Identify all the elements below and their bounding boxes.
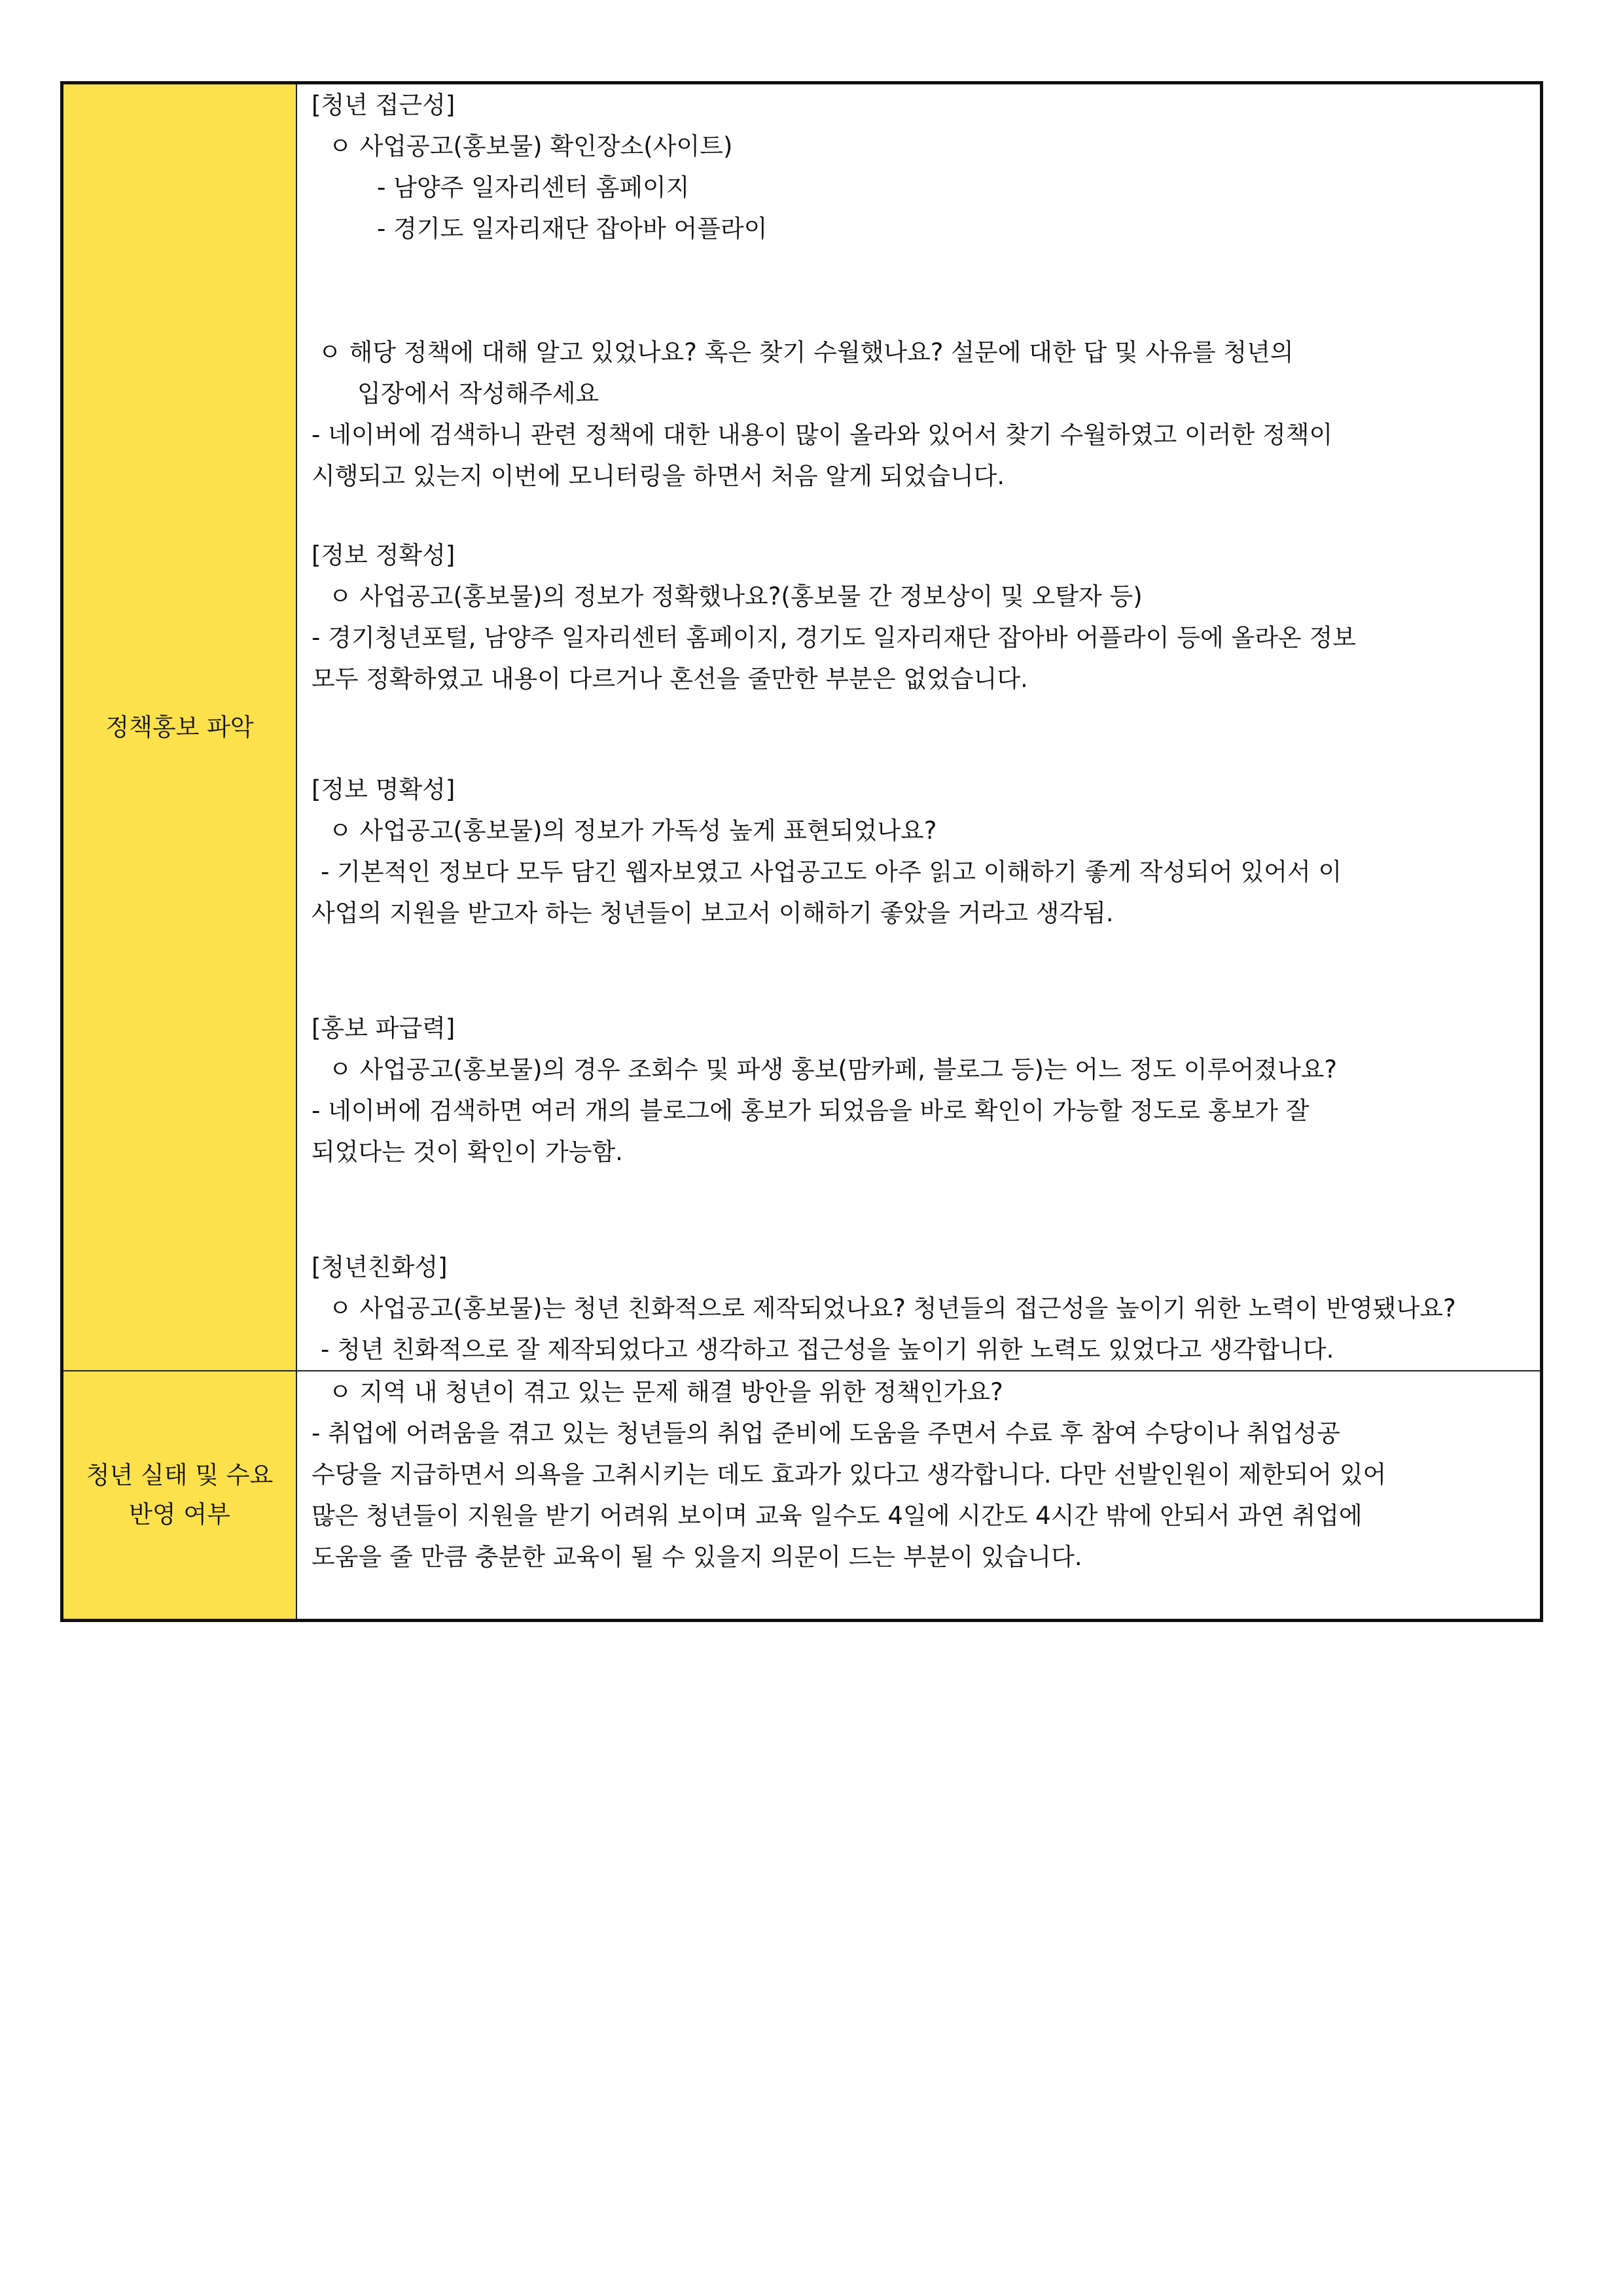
row-content-youth-needs: [296, 1371, 1542, 1621]
answer-text: 모두 정확하였고 내용이 다르거나 혼선을 줄만한 부분은 없었습니다.: [312, 665, 1028, 693]
table-row: [62, 1371, 1542, 1621]
answer-text: - 경기청년포털, 남양주 일자리센터 홈페이지, 경기도 일자리재단 잡아바 어플라이 등에 올라온 정보: [312, 624, 1356, 652]
answer-text: - 청년 친화적으로 잘 제작되었다고 생각하고 접근성을 높이기 위한 노력도 있었다고 생각합니다.: [321, 1335, 1334, 1364]
section-title-accuracy: [정보 정확성]: [312, 541, 455, 569]
question-text: ㅇ 사업공고(홍보물)의 정보가 가독성 높게 표현되었나요?: [329, 817, 937, 845]
question-text: ㅇ 지역 내 청년이 겪고 있는 문제 해결 방안을 위한 정책인가요?: [329, 1378, 1003, 1406]
answer-text: - 기본적인 정보다 모두 담긴 웹자보였고 사업공고도 아주 읽고 이해하기 좋게 작성되어 있어서 이: [321, 858, 1342, 886]
answer-text: 시행되고 있는지 이번에 모니터링을 하면서 처음 알게 되었습니다.: [312, 462, 1005, 490]
section-title-accessibility: [청년 접근성]: [312, 91, 455, 119]
question-text: ㅇ 해당 정책에 대해 알고 있었나요? 혹은 찾기 수월했나요? 설문에 대한 답 및 사유를 청년의: [318, 338, 1294, 366]
section-title-reach: [홍보 파급력]: [312, 1014, 455, 1042]
row-header-youth-needs: [62, 1371, 297, 1621]
answer-text: 도움을 줄 만큼 충분한 교육이 될 수 있을지 의문이 드는 부분이 있습니다.: [312, 1543, 1082, 1571]
answer-text: 많은 청년들이 지원을 받기 어려워 보이며 교육 일수도 4일에 시간도 4시간 밖에 안되서 과연 취업에: [312, 1502, 1363, 1530]
question-text: ㅇ 사업공고(홍보물) 확인장소(사이트): [329, 132, 733, 160]
answer-text: - 네이버에 검색하면 여러 개의 블로그에 홍보가 되었음을 바로 확인이 가능할 정도로 홍보가 잘: [312, 1097, 1310, 1125]
section-title-clarity: [정보 명확성]: [312, 775, 455, 804]
section-title-youth-friendliness: [청년친화성]: [312, 1253, 448, 1281]
list-item: - 경기도 일자리재단 잡아바 어플라이: [377, 215, 768, 243]
row-header-label: 청년 실태 및 수요: [86, 1461, 274, 1489]
answer-text: 사업의 지원을 받고자 하는 청년들이 보고서 이해하기 좋았을 거라고 생각됨.: [312, 899, 1114, 927]
answer-text: 되었다는 것이 확인이 가능함.: [312, 1138, 623, 1166]
monitoring-report-table: [60, 81, 1543, 1622]
row-content-policy-promotion: [296, 83, 1542, 1371]
question-text: ㅇ 사업공고(홍보물)는 청년 친화적으로 제작되었나요? 청년들의 접근성을 높이기 위한 노력이 반영됐나요?: [329, 1294, 1456, 1322]
row-header-label: 정책홍보 파악: [105, 713, 254, 741]
question-text: ㅇ 사업공고(홍보물)의 정보가 정확했나요?(홍보물 간 정보상이 및 오탈자 등): [329, 582, 1143, 610]
answer-text: - 취업에 어려움을 겪고 있는 청년들의 취업 준비에 도움을 주면서 수료 후 참여 수당이나 취업성공: [312, 1419, 1340, 1447]
question-text: ㅇ 사업공고(홍보물)의 경우 조회수 및 파생 홍보(맘카페, 블로그 등)는 어느 정도 이루어졌나요?: [329, 1055, 1337, 1084]
answer-text: - 네이버에 검색하니 관련 정책에 대한 내용이 많이 올라와 있어서 찾기 수월하였고 이러한 정책이: [312, 421, 1333, 449]
row-header-label: 반영 여부: [129, 1500, 230, 1528]
row-header-policy-promotion: [62, 83, 297, 1371]
question-text-continued: 입장에서 작성해주세요: [357, 380, 599, 408]
list-item: - 남양주 일자리센터 홈페이지: [377, 173, 690, 202]
table-row: [62, 83, 1542, 1371]
answer-text: 수당을 지급하면서 의욕을 고취시키는 데도 효과가 있다고 생각합니다. 다만 선발인원이 제한되어 있어: [312, 1460, 1387, 1489]
